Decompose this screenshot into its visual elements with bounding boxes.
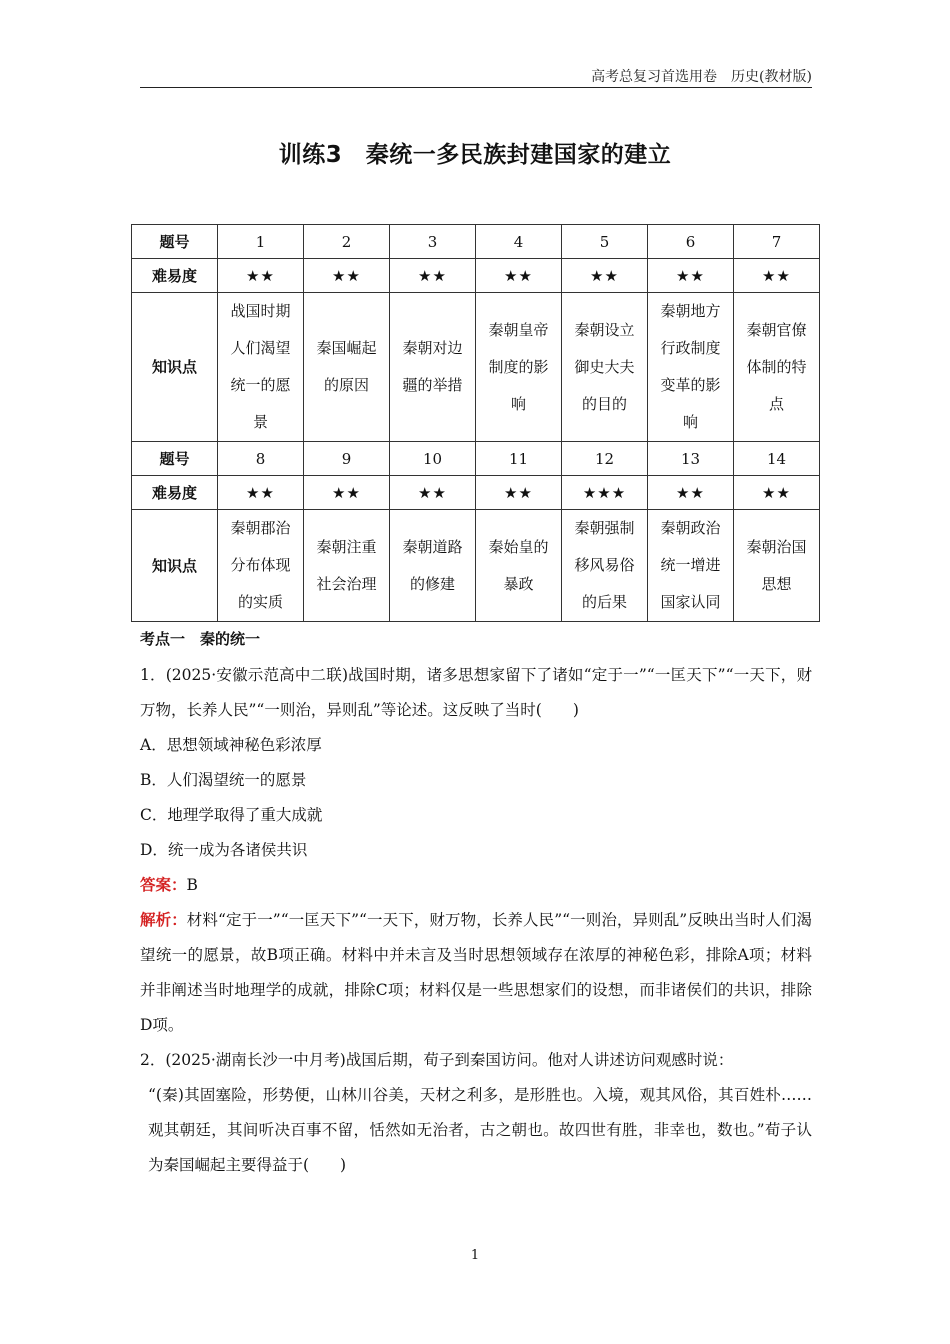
table-row bbox=[132, 510, 820, 622]
table-cell-knowledge: 秦朝注重社会治理 bbox=[304, 510, 390, 622]
page-title: 训练3 秦统一多民族封建国家的建立 bbox=[278, 142, 672, 168]
table-cell-number: 14 bbox=[734, 442, 820, 476]
row-header-knowledge: 知识点 bbox=[132, 510, 218, 622]
table-cell-difficulty: ★★★ bbox=[562, 476, 648, 510]
question-2-quote: “(秦)其固塞险，形势便，山林川谷美，天材之利多，是形胜也。入境，观其风俗，其百姓朴……观其朝廷，其间听决百事不留，恬然如无治者，古之朝也。故四世有胜，非幸也，数也。”荀子认为秦国崛起主要得益于( ) bbox=[148, 1086, 812, 1174]
row-header-difficulty: 难易度 bbox=[132, 259, 218, 293]
table-cell-number: 6 bbox=[648, 225, 734, 259]
table-cell-knowledge: 秦朝道路的修建 bbox=[390, 510, 476, 622]
table-row bbox=[132, 293, 820, 442]
table-cell-number: 7 bbox=[734, 225, 820, 259]
row-header-number: 题号 bbox=[132, 225, 218, 259]
table-cell-difficulty: ★★ bbox=[476, 259, 562, 293]
table-cell-number: 3 bbox=[390, 225, 476, 259]
table-cell-number: 10 bbox=[390, 442, 476, 476]
table-cell-number: 1 bbox=[218, 225, 304, 259]
row-header-number: 题号 bbox=[132, 442, 218, 476]
table-row bbox=[132, 476, 820, 510]
table-cell-number: 2 bbox=[304, 225, 390, 259]
table-cell-difficulty: ★★ bbox=[390, 476, 476, 510]
option-a: A．思想领域神秘色彩浓厚 bbox=[140, 736, 322, 754]
table-cell-difficulty: ★★ bbox=[218, 476, 304, 510]
section-heading: 考点一 秦的统一 bbox=[140, 630, 261, 648]
difficulty-table bbox=[131, 224, 820, 622]
table-cell-difficulty: ★★ bbox=[648, 259, 734, 293]
table-cell-knowledge: 秦朝设立御史大夫的目的 bbox=[562, 293, 648, 442]
question-2-stem: 2．(2025·湖南长沙一中月考)战国后期，荀子到秦国访问。他对人讲述访问观感时说： bbox=[140, 1051, 734, 1069]
option-c: C．地理学取得了重大成就 bbox=[140, 806, 323, 824]
table-cell-difficulty: ★★ bbox=[218, 259, 304, 293]
table-cell-difficulty: ★★ bbox=[734, 476, 820, 510]
table-cell-difficulty: ★★ bbox=[562, 259, 648, 293]
option-d: D．统一成为各诸侯共识 bbox=[140, 841, 308, 859]
question-content bbox=[140, 626, 812, 1183]
table-cell-number: 4 bbox=[476, 225, 562, 259]
table-cell-knowledge: 秦朝强制移风易俗的后果 bbox=[562, 510, 648, 622]
table-cell-difficulty: ★★ bbox=[476, 476, 562, 510]
answer-value: B bbox=[186, 876, 198, 894]
table-row bbox=[132, 442, 820, 476]
table-cell-difficulty: ★★ bbox=[304, 259, 390, 293]
table-cell-knowledge: 秦朝地方行政制度变革的影响 bbox=[648, 293, 734, 442]
table-cell-knowledge: 秦朝政治统一增进国家认同 bbox=[648, 510, 734, 622]
row-header-difficulty: 难易度 bbox=[132, 476, 218, 510]
table-cell-knowledge: 秦朝对边疆的举措 bbox=[390, 293, 476, 442]
table-cell-knowledge: 战国时期人们渴望统一的愿景 bbox=[218, 293, 304, 442]
table-cell-knowledge: 秦朝郡治分布体现的实质 bbox=[218, 510, 304, 622]
analysis-paragraph bbox=[140, 903, 812, 1043]
table-cell-knowledge: 秦始皇的暴政 bbox=[476, 510, 562, 622]
header-rule bbox=[140, 87, 812, 88]
table-cell-number: 11 bbox=[476, 442, 562, 476]
answer-line bbox=[140, 868, 812, 903]
table-cell-difficulty: ★★ bbox=[648, 476, 734, 510]
table-cell-difficulty: ★★ bbox=[734, 259, 820, 293]
table-row bbox=[132, 225, 820, 259]
analysis-text: 材料“定于一”“一匡天下”“一天下，财万物，长养人民”“一则治，异则乱”反映出当时人们渴望统一的愿景，故B项正确。材料中并未言及当时思想领域存在浓厚的神秘色彩，排除A项；材料并非阐述当时地理学的成就，排除C项；材料仅是一些思想家们的设想，而非诸侯们的共识，排除D项。 bbox=[140, 911, 812, 1034]
answer-label: 答案： bbox=[140, 876, 187, 894]
table-cell-difficulty: ★★ bbox=[304, 476, 390, 510]
table-cell-number: 8 bbox=[218, 442, 304, 476]
table-cell-knowledge: 秦国崛起的原因 bbox=[304, 293, 390, 442]
table-cell-number: 5 bbox=[562, 225, 648, 259]
running-header: 高考总复习首选用卷 历史(教材版) bbox=[591, 69, 812, 85]
row-header-knowledge: 知识点 bbox=[132, 293, 218, 442]
table-cell-difficulty: ★★ bbox=[390, 259, 476, 293]
table-row bbox=[132, 259, 820, 293]
option-b: B．人们渴望统一的愿景 bbox=[140, 771, 307, 789]
table-cell-knowledge: 秦朝皇帝制度的影响 bbox=[476, 293, 562, 442]
table-cell-number: 9 bbox=[304, 442, 390, 476]
table-cell-knowledge: 秦朝官僚体制的特点 bbox=[734, 293, 820, 442]
analysis-label: 解析： bbox=[140, 911, 187, 929]
table-cell-number: 12 bbox=[562, 442, 648, 476]
table-cell-knowledge: 秦朝治国思想 bbox=[734, 510, 820, 622]
question-1-stem: 1．(2025·安徽示范高中二联)战国时期，诸多思想家留下了诸如“定于一”“一匡天下”“一天下，财万物，长养人民”“一则治，异则乱”等论述。这反映了当时( ) bbox=[140, 666, 812, 719]
page-number: 1 bbox=[470, 1248, 480, 1263]
table-cell-number: 13 bbox=[648, 442, 734, 476]
